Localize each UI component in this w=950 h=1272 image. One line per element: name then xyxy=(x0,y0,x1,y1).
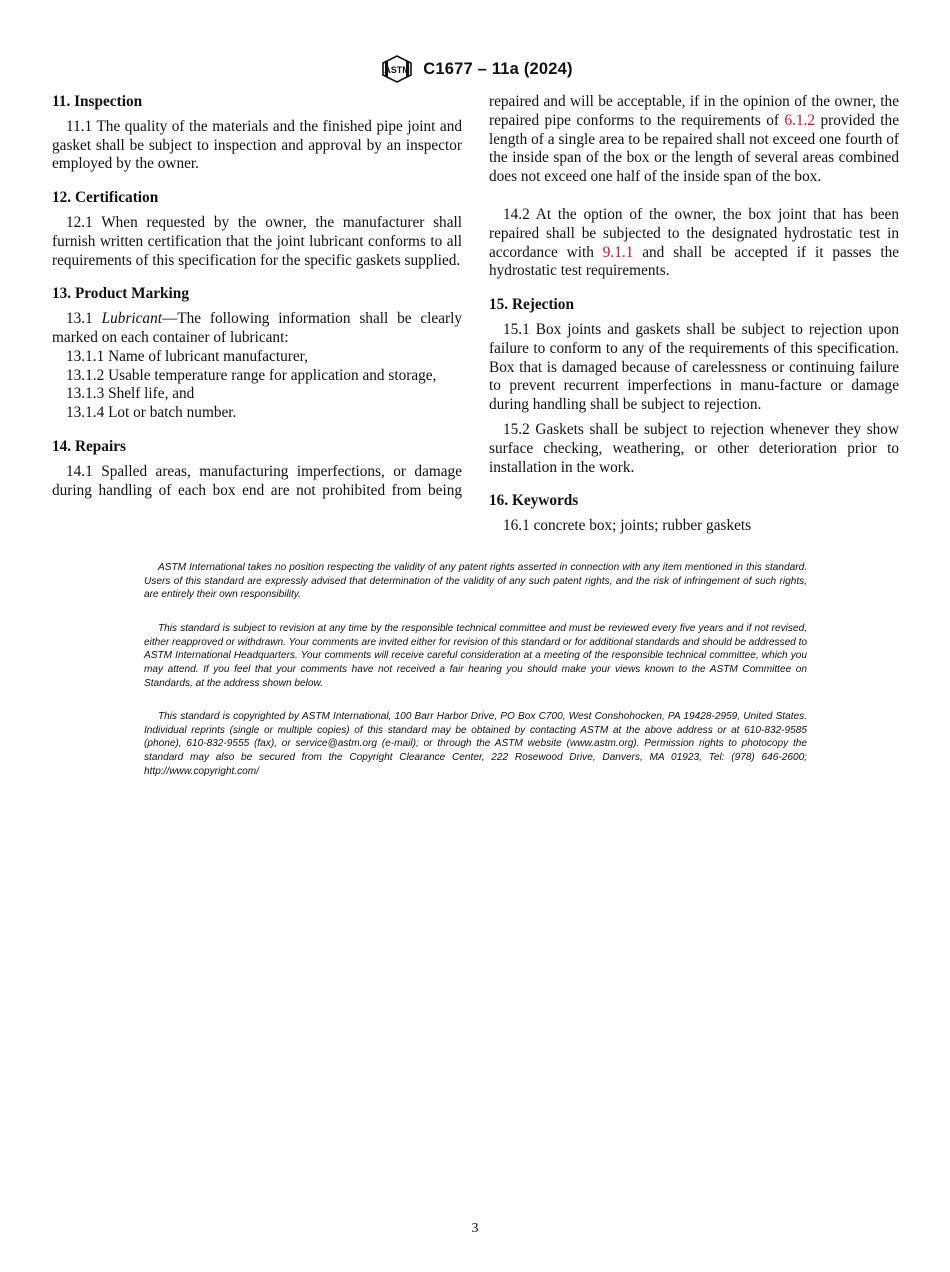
left-column xyxy=(52,93,462,500)
section-13-heading: 13. Product Marking xyxy=(52,285,189,303)
paragraph-13-1-number: 13.1 xyxy=(66,310,93,328)
logo-text: ASTM xyxy=(384,65,411,75)
paragraph-11-1: 11.1 The quality of the materials and the finished pipe joint and gasket shall be subject to inspection and approval by an inspector employed by the owner. xyxy=(52,117,462,173)
paragraph-14-1-text-b: provided the length of a single area to be repaired shall not exceed one fourth of the inside span of the box or the length of several areas combined does not exceed one half of the inside span of the box. xyxy=(489,111,899,186)
section-12-heading: 12. Certification xyxy=(52,189,159,207)
paragraph-14-2-text-a: 14.2 At the option of the owner, the box joint that has been repaired shall be subjected to the designated hydrostatic test in accordance with xyxy=(489,206,899,261)
paragraph-16-1: 16.1 concrete box; joints; rubber gaskets xyxy=(503,517,752,535)
paragraph-14-1-continued xyxy=(489,93,899,206)
list-item-13-1-1: 13.1.1 Name of lubricant manufacturer, xyxy=(66,347,308,365)
paragraph-14-1 xyxy=(489,93,899,187)
page-header xyxy=(0,54,950,84)
paragraph-14-1-text-a-cont: repaired and will be acceptable, if in the opinion of the owner, the repaired pipe conforms to the requirements of xyxy=(489,93,899,129)
paragraph-14-1-start xyxy=(52,463,462,501)
copyright-notice xyxy=(144,710,807,779)
reference-link-6-1-2[interactable]: 6.1.2 xyxy=(784,111,816,129)
paragraph-14-2-text-b: and shall be accepted if it passes the hydrostatic test requirements. xyxy=(489,243,900,280)
page-number: 3 xyxy=(471,1221,479,1236)
copyright-notice-text: This standard is copyrighted by ASTM International, 100 Barr Harbor Drive, PO Box C700, West Conshohocken, PA 19428-2959, United States. Individual reprints (single or multiple copies) of this standard may be obtained by contacting ASTM at the above address or at 610-832-9585 (phone), 610-832-9555 (fax), or service@astm.org (e-mail); or through the ASTM website (www.astm.org). Permission rights to photocopy the standard may also be secured from the Copyright Clearance Center, 222 Rosewood Drive, Danvers, MA 01923, Tel: (978) 646-2600; http://www.copyright.com/ xyxy=(144,711,807,777)
reference-link-9-1-1[interactable]: 9.1.1 xyxy=(602,243,634,261)
section-11-heading: 11. Inspection xyxy=(52,93,143,110)
paragraph-14-2 xyxy=(489,206,899,281)
patent-notice-text: ASTM International takes no position respecting the validity of any patent rights asserted in connection with any item mentioned in this standard. Users of this standard are expressly advised that determination of the validity of any such patent rights, and the risk of infringement of such rights, are entirely their own responsibility. xyxy=(144,562,807,601)
list-item-13-1-2: 13.1.2 Usable temperature range for application and storage, xyxy=(66,366,437,384)
right-column xyxy=(489,93,899,542)
section-15-heading: 15. Rejection xyxy=(489,296,574,314)
document-designation: C1677 – 11a (2024) xyxy=(423,59,573,78)
paragraph-13-1 xyxy=(52,310,462,348)
list-item-13-1-4: 13.1.4 Lot or batch number. xyxy=(66,404,237,422)
lubricant-term: Lubricant xyxy=(101,310,162,328)
paragraph-15-2: 15.2 Gaskets shall be subject to rejection whenever they show surface checking, weathering, or other deterioration prior to installation in the work. xyxy=(489,420,899,476)
paragraph-12-1: 12.1 When requested by the owner, the manufacturer shall furnish written certification that the joint lubricant conforms to all requirements of this specification for the specific gaskets supplied. xyxy=(52,213,462,269)
paragraph-14-1-text-a: 14.1 Spalled areas, manufacturing imperfections, or damage during handling of each box end are not prohibited from being xyxy=(52,462,462,499)
patent-notice xyxy=(144,561,807,602)
section-16-heading: 16. Keywords xyxy=(489,492,579,510)
list-item-13-1-3: 13.1.3 Shelf life, and xyxy=(66,385,195,403)
revision-notice-text: This standard is subject to revision at any time by the responsible technical committee and must be reviewed every five years and if not revised, either reapproved or withdrawn. Your comments are invited either for revision of this standard or for additional standards and should be addressed to ASTM International Headquarters. Your comments will receive careful consideration at a meeting of the responsible technical committee, which you may attend. If you feel that your comments have not received a fair hearing you should make your views known to the ASTM Committee on Standards, at the address shown below. xyxy=(144,623,808,689)
revision-notice xyxy=(144,622,807,691)
paragraph-15-1: 15.1 Box joints and gaskets shall be subject to rejection upon failure to conform to any of the requirements of this specification. Box that is damaged because of carelessness or continuing failure to prevent recurrent imperfections in manu-facture or damage during handling shall be subject to rejection. xyxy=(489,320,899,414)
section-14-heading: 14. Repairs xyxy=(52,437,126,455)
paragraph-13-1-text: —The following information shall be clearly marked on each container of lubricant: xyxy=(52,310,462,346)
astm-logo-icon xyxy=(377,54,417,84)
